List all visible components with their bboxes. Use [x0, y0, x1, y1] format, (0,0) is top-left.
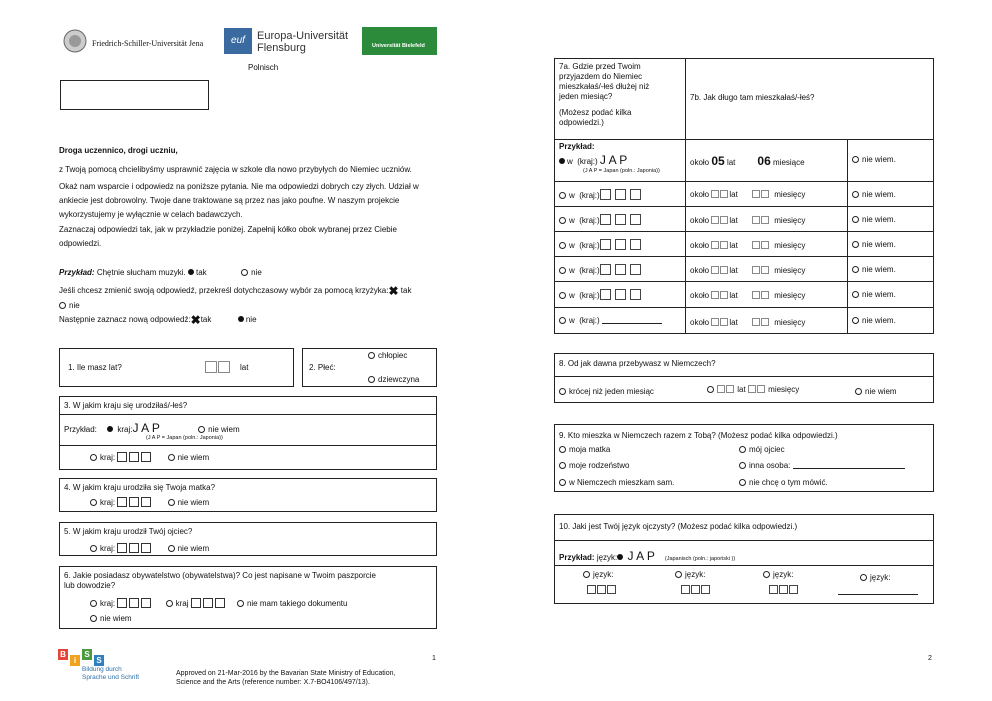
radio-circle-icon [90, 499, 97, 506]
new-answer-line [59, 315, 257, 325]
q10-box [554, 514, 934, 604]
q9-label: 9. Kto mieszka w Niemczech razem z Tobą? (Możesz podać kilka odpowiedzi.) [559, 431, 838, 440]
q7-row-1-unknown[interactable]: nie wiem. [852, 190, 896, 200]
radio-circle-icon [855, 388, 862, 395]
q10-language-4-line[interactable] [838, 594, 918, 595]
empty-circle-icon [198, 426, 205, 433]
q10-language-3[interactable]: język: [763, 570, 793, 580]
radio-circle-icon [559, 388, 566, 395]
q8-box [554, 353, 934, 403]
radio-circle-icon [168, 454, 175, 461]
example-text: Chętnie słucham muzyki. [96, 268, 186, 277]
radio-circle-icon [237, 600, 244, 607]
empty-circle-icon [59, 302, 66, 309]
radio-circle-icon [739, 462, 746, 469]
q10-example: Przykład: język: J A P (Japanisch (poln.: japoński )) [559, 549, 736, 563]
bielefeld-name: Universität Bielefeld [372, 43, 425, 49]
q4-answer[interactable]: kraj: nie wiem [90, 497, 209, 508]
q7-row-2-country[interactable]: w (kraj:) [559, 214, 642, 226]
change-text: Jeśli chcesz zmienić swoją odpowiedź, przekreśl dotychczasowy wybór za pomocą krzyżyka: [59, 286, 389, 295]
q8-option-short[interactable]: krócej niż jeden miesiąc [559, 387, 654, 397]
q7-row-5-country[interactable]: w (kraj:) [559, 289, 642, 301]
radio-circle-icon [90, 545, 97, 552]
q7-row-3-unknown[interactable]: nie wiem. [852, 240, 896, 250]
q7-example-country: w (kraj:) J A P [559, 153, 627, 168]
radio-circle-icon [90, 600, 97, 607]
q7a-label-6: odpowiedzi.) [559, 118, 604, 127]
q7b-label: 7b. Jak długo tam mieszkałaś/-łeś? [690, 93, 815, 102]
radio-circle-icon [559, 292, 566, 299]
language-label: Polnisch [248, 63, 279, 72]
filled-circle-icon [107, 426, 113, 432]
biss-logo [58, 647, 158, 681]
q3-label: 3. W jakim kraju się urodziłaś/-łeś? [64, 401, 188, 410]
biss-letter-s1: S [82, 649, 92, 660]
q9-option-alone[interactable]: w Niemczech mieszkam sam. [559, 478, 674, 488]
empty-circle-icon [241, 269, 248, 276]
q7-example-note: (J A P = Japan (poln.: Japonia)) [583, 168, 660, 174]
q10-language-3-boxes[interactable] [769, 585, 799, 595]
lat-label: lat [240, 363, 249, 372]
q7-row-3-duration[interactable]: około lat miesięcy [690, 241, 806, 250]
euf-name-2: Flensburg [257, 42, 306, 54]
radio-circle-icon [559, 242, 566, 249]
q7a-label-2: przyjazdem do Niemiec [559, 72, 643, 81]
q2-label: 2. Płeć: [309, 363, 336, 372]
biss-letter-i: i [70, 655, 80, 666]
radio-circle-icon [168, 545, 175, 552]
q6-label-1: 6. Jakie posiadasz obywatelstwo (obywatelstwa)? Co jest napisane w Twoim paszporcie [64, 571, 377, 580]
q10-language-1[interactable]: język: [583, 570, 613, 580]
radio-circle-icon [559, 317, 566, 324]
cross-icon: ✖ [190, 313, 201, 327]
radio-circle-icon [559, 462, 566, 469]
q7a-label-1: 7a. Gdzie przed Twoim [559, 62, 641, 71]
q3-example: Przykład: kraj:J A P nie wiem [64, 421, 240, 435]
q7-row-5-duration[interactable]: około lat miesięcy [690, 291, 806, 300]
q7-row-4-country[interactable]: w (kraj:) [559, 264, 642, 276]
code-field[interactable] [60, 80, 209, 110]
radio-circle-icon [763, 571, 770, 578]
radio-circle-icon [707, 386, 714, 393]
q7-row-3-country[interactable]: w (kraj:) [559, 239, 642, 251]
q7a-label-5: (Możesz podać kilka [559, 108, 632, 117]
intro-text-2: Okaż nam wsparcie i odpowiedz na poniższe pytania. Nie ma odpowiedzi dobrych czy złych. Udział w [59, 182, 419, 191]
q3-box [59, 396, 437, 470]
example-label: Przykład: [59, 268, 95, 277]
option-dziewczyna[interactable]: dziewczyna [368, 375, 419, 385]
radio-circle-icon [739, 446, 746, 453]
tak-label: tak [200, 315, 212, 324]
radio-circle-icon [368, 376, 375, 383]
q7-row-1-country[interactable]: w (kraj:) [559, 189, 642, 201]
option-chlopiec[interactable]: chłopiec [368, 351, 407, 361]
nie-label: nie [69, 301, 80, 310]
q4-label: 4. W jakim kraju urodziła się Twoja matka? [64, 483, 216, 492]
radio-circle-icon [166, 600, 173, 607]
q4-box [59, 478, 437, 512]
q10-label: 10. Jaki jest Twój język ojczysty? (Możesz podać kilka odpowiedzi.) [559, 522, 798, 531]
q6-answer[interactable]: kraj: kraj nie mam takiego dokumentu [90, 598, 347, 609]
q3-answer[interactable]: kraj: nie wiem [90, 452, 209, 463]
q7-example-unknown: nie wiem. [852, 155, 896, 165]
tak-label: tak [400, 286, 412, 295]
q7-row-6-duration[interactable]: około lat miesięcy [690, 318, 806, 327]
q8-duration[interactable]: lat miesięcy [707, 385, 799, 395]
fsu-seal-icon [62, 28, 88, 54]
q5-label: 5. W jakim kraju urodził Twój ojciec? [64, 527, 193, 536]
radio-circle-icon [739, 479, 746, 486]
q6-nie-wiem[interactable]: nie wiem [90, 614, 132, 624]
radio-circle-icon [675, 571, 682, 578]
q7-example-duration: około 05 lat 06 miesiące [690, 154, 805, 168]
q7-row-4-unknown[interactable]: nie wiem. [852, 265, 896, 275]
radio-circle-icon [860, 574, 867, 581]
q7-row-1-duration[interactable]: około lat miesięcy [690, 190, 806, 199]
greeting: Droga uczennico, drogi uczniu, [59, 146, 178, 155]
example-line [59, 268, 262, 278]
page-number-2: 2 [928, 655, 932, 662]
q7-row-6-unknown[interactable]: nie wiem. [852, 316, 896, 326]
approval-text-2: Science and the Arts (reference number: X.7-BO4106/497/13). [176, 679, 370, 686]
q10-language-4[interactable]: język: [860, 573, 890, 583]
intro-text-6: odpowiedzi. [59, 239, 102, 248]
q9-option-father[interactable]: mój ojciec [739, 445, 785, 455]
biss-text-1: Bildung durch [82, 666, 122, 673]
q7-row-4-duration[interactable]: około lat miesięcy [690, 266, 806, 275]
tak-label: tak [195, 268, 207, 277]
nie-label: nie [245, 315, 257, 324]
q10-language-2-boxes[interactable] [681, 585, 711, 595]
q7-row-2-duration[interactable]: około lat miesięcy [690, 216, 806, 225]
q2-box [302, 348, 437, 387]
q7a-label-3: mieszkałaś/-łeś dłużej niż [559, 82, 650, 91]
euf-mark: euf [224, 28, 252, 54]
radio-circle-icon [583, 571, 590, 578]
q7-table [554, 58, 934, 334]
q6-label-2: lub dowodzie? [64, 581, 116, 590]
fsu-logo [62, 28, 212, 54]
q1-box [59, 348, 294, 387]
q8-unknown[interactable]: nie wiem [855, 387, 897, 397]
new-answer-text: Następnie zaznacz nową odpowiedź: [59, 315, 191, 324]
q5-answer[interactable]: kraj: nie wiem [90, 543, 209, 554]
change-nie-line [59, 301, 80, 311]
change-line [59, 286, 411, 296]
euf-name-1: Europa-Universität [257, 30, 349, 42]
radio-circle-icon [559, 446, 566, 453]
biss-text-2: Sprache und Schrift [82, 674, 140, 681]
q5-box [59, 522, 437, 556]
nie-label: nie [251, 268, 262, 277]
radio-circle-icon [90, 454, 97, 461]
radio-circle-icon [559, 192, 566, 199]
intro-text-5: Zaznaczaj odpowiedzi tak, jak w przykładzie poniżej. Zapełnij kółko obok wybranej przez Ciebie [59, 225, 397, 234]
q9-option-siblings[interactable]: moje rodzeństwo [559, 461, 629, 471]
q7-row-5-unknown[interactable]: nie wiem. [852, 290, 896, 300]
radio-circle-icon [168, 499, 175, 506]
euf-logo [224, 26, 349, 58]
bielefeld-logo [362, 27, 437, 55]
q7-example-label: Przykład: [559, 142, 595, 151]
q6-box [59, 566, 437, 629]
intro-text-3: ankiecie jest dobrowolny. Twoje dane traktowane są przez nas jako poufne. W naszym projekcie [59, 196, 400, 205]
age-input[interactable] [205, 361, 231, 375]
biss-letter-b: B [58, 649, 68, 660]
q8-label: 8. Od jak dawna przebywasz w Niemczech? [559, 359, 716, 368]
intro-text-4: wykorzystujemy je wyłącznie w celach badawczych. [59, 210, 243, 219]
q7-row-2-unknown[interactable]: nie wiem. [852, 215, 896, 225]
q10-language-2[interactable]: język: [675, 570, 705, 580]
approval-text-1: Approved on 21-Mar-2016 by the Bavarian State Ministry of Education, [176, 670, 396, 677]
fsu-name: Friedrich-Schiller-Universität Jena [92, 39, 204, 48]
q9-option-other[interactable]: inna osoba: [739, 461, 905, 471]
radio-circle-icon [559, 479, 566, 486]
q9-option-mother[interactable]: moja matka [559, 445, 610, 455]
page-number-1: 1 [432, 655, 436, 662]
q7-row-6-country[interactable]: w (kraj:) [559, 316, 662, 326]
radio-circle-icon [368, 352, 375, 359]
radio-circle-icon [90, 615, 97, 622]
q10-language-1-boxes[interactable] [587, 585, 617, 595]
q7a-label-4: jeden miesiąc? [559, 92, 613, 101]
filled-circle-icon [617, 554, 623, 560]
intro-text-1: z Twoją pomocą chcielibyśmy usprawnić zajęcia w szkole dla nowo przybyłych do Niemiec uczniów. [59, 165, 412, 174]
biss-letter-s2: S [94, 655, 104, 666]
radio-circle-icon [559, 267, 566, 274]
filled-circle-icon [188, 269, 194, 275]
filled-circle-icon [559, 158, 565, 164]
q9-option-refuse[interactable]: nie chcę o tym mówić. [739, 478, 828, 488]
filled-circle-icon [238, 316, 244, 322]
radio-circle-icon [559, 217, 566, 224]
q9-box [554, 424, 934, 492]
q1-label: 1. Ile masz lat? [68, 363, 122, 372]
q3-note: (J A P = Japan (poln.: Japonia)) [146, 435, 223, 441]
cross-icon: ✖ [388, 284, 399, 298]
